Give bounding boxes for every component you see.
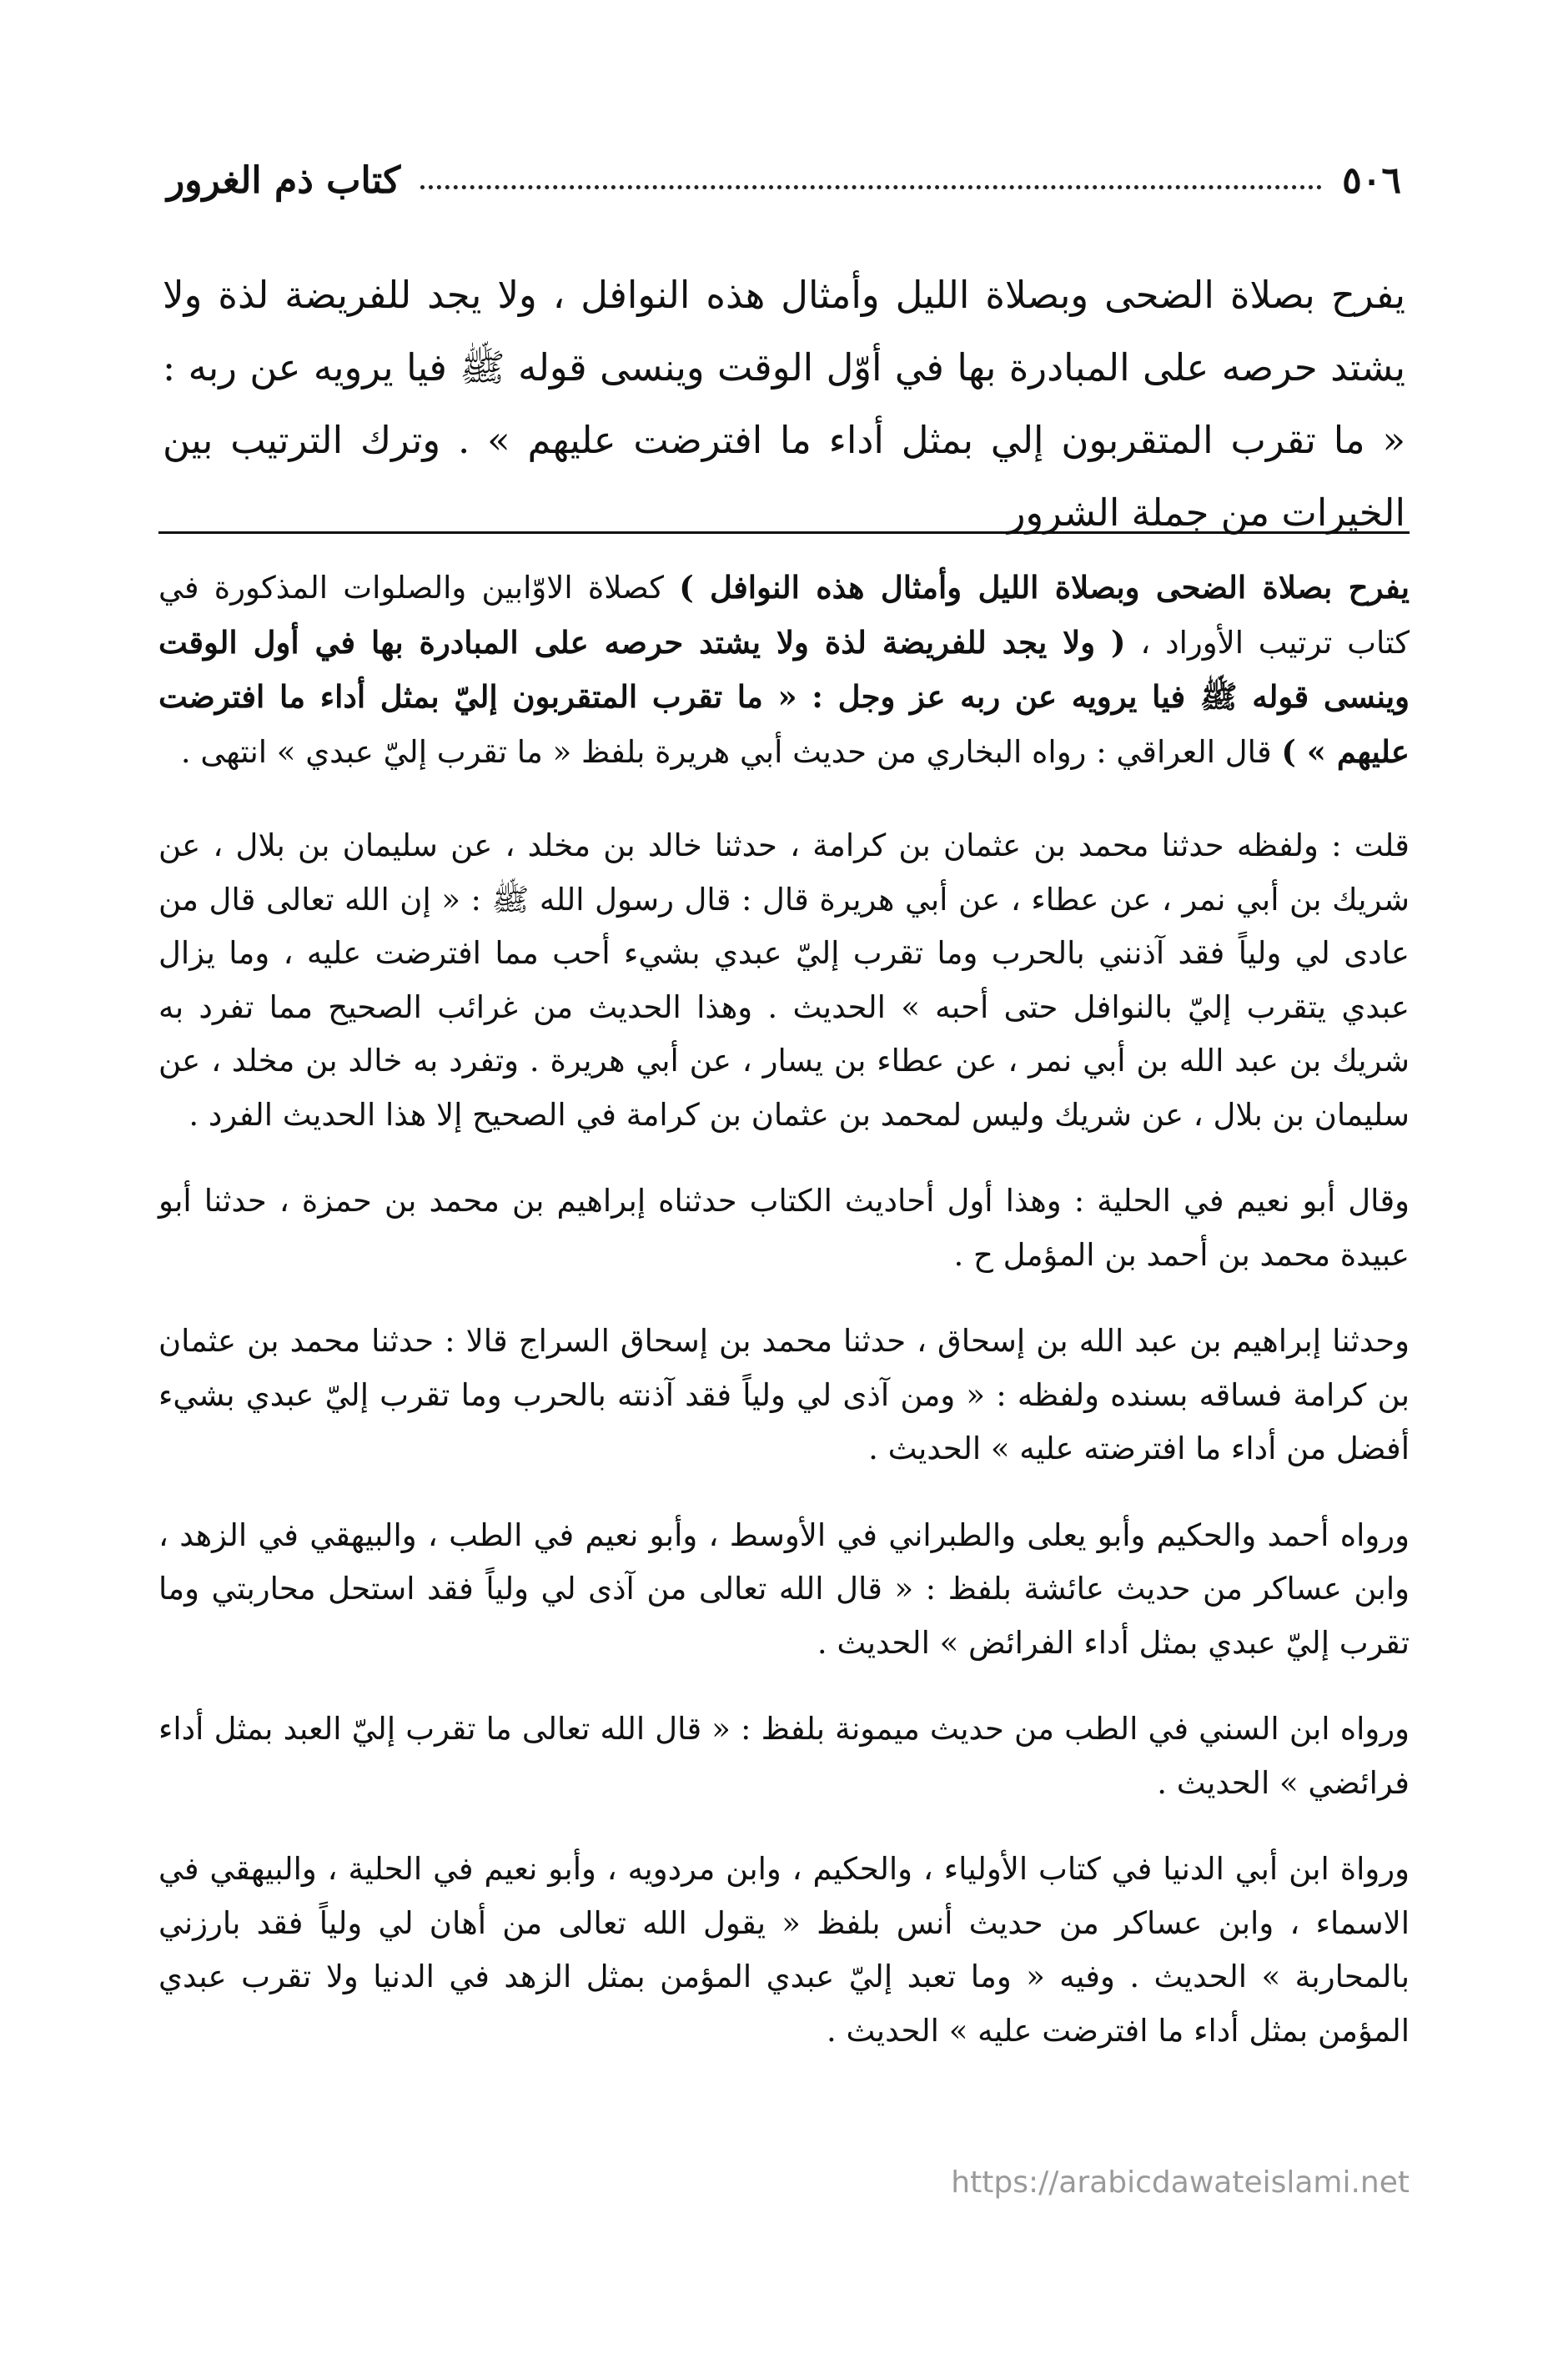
book-title: كتاب ذم الغرور — [167, 158, 401, 202]
quoted-matn-1: يفرح بصلاة الضحى وبصلاة الليل وأمثال هذه النوافل ) — [679, 569, 1410, 606]
commentary-block — [158, 561, 1410, 2090]
commentary-paragraph-4: وحدثنا إبراهيم بن عبد الله بن إسحاق ، حدثنا محمد بن إسحاق السراج قالا : حدثنا محمد بن عثمان بن كرامة فساقه بسنده ولفظه : « ومن آذى لي ولياً فقد آذنته بالحرب وما تقرب إليّ عبدي بشيء أفضل من أداء ما افترضته عليه » الحديث . — [158, 1323, 1410, 1466]
commentary-text-1: كصلاة الاوّابين والصلوات المذكورة في كتاب ترتيب الأوراد ، — [158, 570, 1410, 661]
main-text-block — [163, 259, 1405, 549]
quoted-matn-2: ( ولا يجد للفريضة لذة ولا يشتد حرصه على المبادرة بها في أول الوقت وينسى قوله ﷺ فيا يرويه عن ربه عز وجل : « ما تقرب المتقربون إليّ بمثل أداء ما افترضت عليهم » ) — [158, 623, 1410, 770]
commentary-paragraph-7: ورواة ابن أبي الدنيا في كتاب الأولياء ، والحكيم ، وابن مردويه ، وأبو نعيم في الحلية ، والبيهقي في الاسماء ، وابن عساكر من حديث أنس بلفظ « يقول الله تعالى من أهان لي ولياً فقد بارزني بالمحاربة » الحديث . وفيه « وما تعبد إليّ عبدي المؤمن بمثل الزهد في الدنيا ولا تقرب عبدي المؤمن بمثل أداء ما افترضت عليه » الحديث . — [158, 1851, 1410, 2049]
header-dotted-leader — [420, 185, 1322, 189]
commentary-paragraph-5: ورواه أحمد والحكيم وأبو يعلى والطبراني في الأوسط ، وأبو نعيم في الطب ، والبيهقي في الزهد ، وابن عساكر من حديث عائشة بلفظ : « قال الله تعالى من آذى لي ولياً فقد استحل محاربتي وما تقرب إليّ عبدي بمثل أداء الفرائض » الحديث . — [158, 1516, 1410, 1661]
commentary-paragraph-3: وقال أبو نعيم في الحلية : وهذا أول أحاديث الكتاب حدثناه إبراهيم بن محمد بن حمزة ، حدثنا أبو عبيدة محمد بن أحمد بن المؤمل ح . — [158, 1183, 1410, 1273]
footnote-separator — [158, 531, 1410, 534]
commentary-paragraph-1 — [158, 561, 1410, 779]
page-header — [167, 155, 1401, 205]
commentary-paragraph-6: ورواه ابن السني في الطب من حديث ميمونة بلفظ : « قال الله تعالى ما تقرب إليّ العبد بمثل أداء فرائضي » الحديث . — [158, 1711, 1410, 1801]
main-text-paragraph: يفرح بصلاة الضحى وبصلاة الليل وأمثال هذه النوافل ، ولا يجد للفريضة لذة ولا يشتد حرصه على المبادرة بها في أوّل الوقت وينسى قوله ﷺ فيا يرويه عن ربه : « ما تقرب المتقربون إلي بمثل أداء ما افترضت عليهم » . وترك الترتيب بين الخيرات من جملة الشرور — [163, 273, 1405, 535]
page-number: ٥٠٦ — [1342, 158, 1401, 202]
watermark-url: https://arabicdawateislami.net — [951, 2165, 1410, 2200]
commentary-paragraph-2: قلت : ولفظه حدثنا محمد بن عثمان بن كرامة ، حدثنا خالد بن مخلد ، عن سليمان بن بلال ، عن شريك بن أبي نمر ، عن عطاء ، عن أبي هريرة قال : قال رسول الله ﷺ : « إن الله تعالى قال من عادى لي ولياً فقد آذنني بالحرب وما تقرب إليّ عبدي بشيء أحب مما افترضت عليه ، وما يزال عبدي يتقرب إليّ بالنوافل حتى أحبه » الحديث . وهذا الحديث من غرائب الصحيح مما تفرد به شريك بن عبد الله بن أبي نمر ، عن عطاء بن يسار ، عن أبي هريرة . وتفرد به خالد بن مخلد ، عن سليمان بن بلال ، عن شريك وليس لمحمد بن عثمان بن كرامة في الصحيح إلا هذا الحديث الفرد . — [158, 827, 1410, 1133]
commentary-text-2: قال العراقي : رواه البخاري من حديث أبي هريرة بلفظ « ما تقرب إليّ عبدي » انتهى . — [180, 733, 1282, 770]
